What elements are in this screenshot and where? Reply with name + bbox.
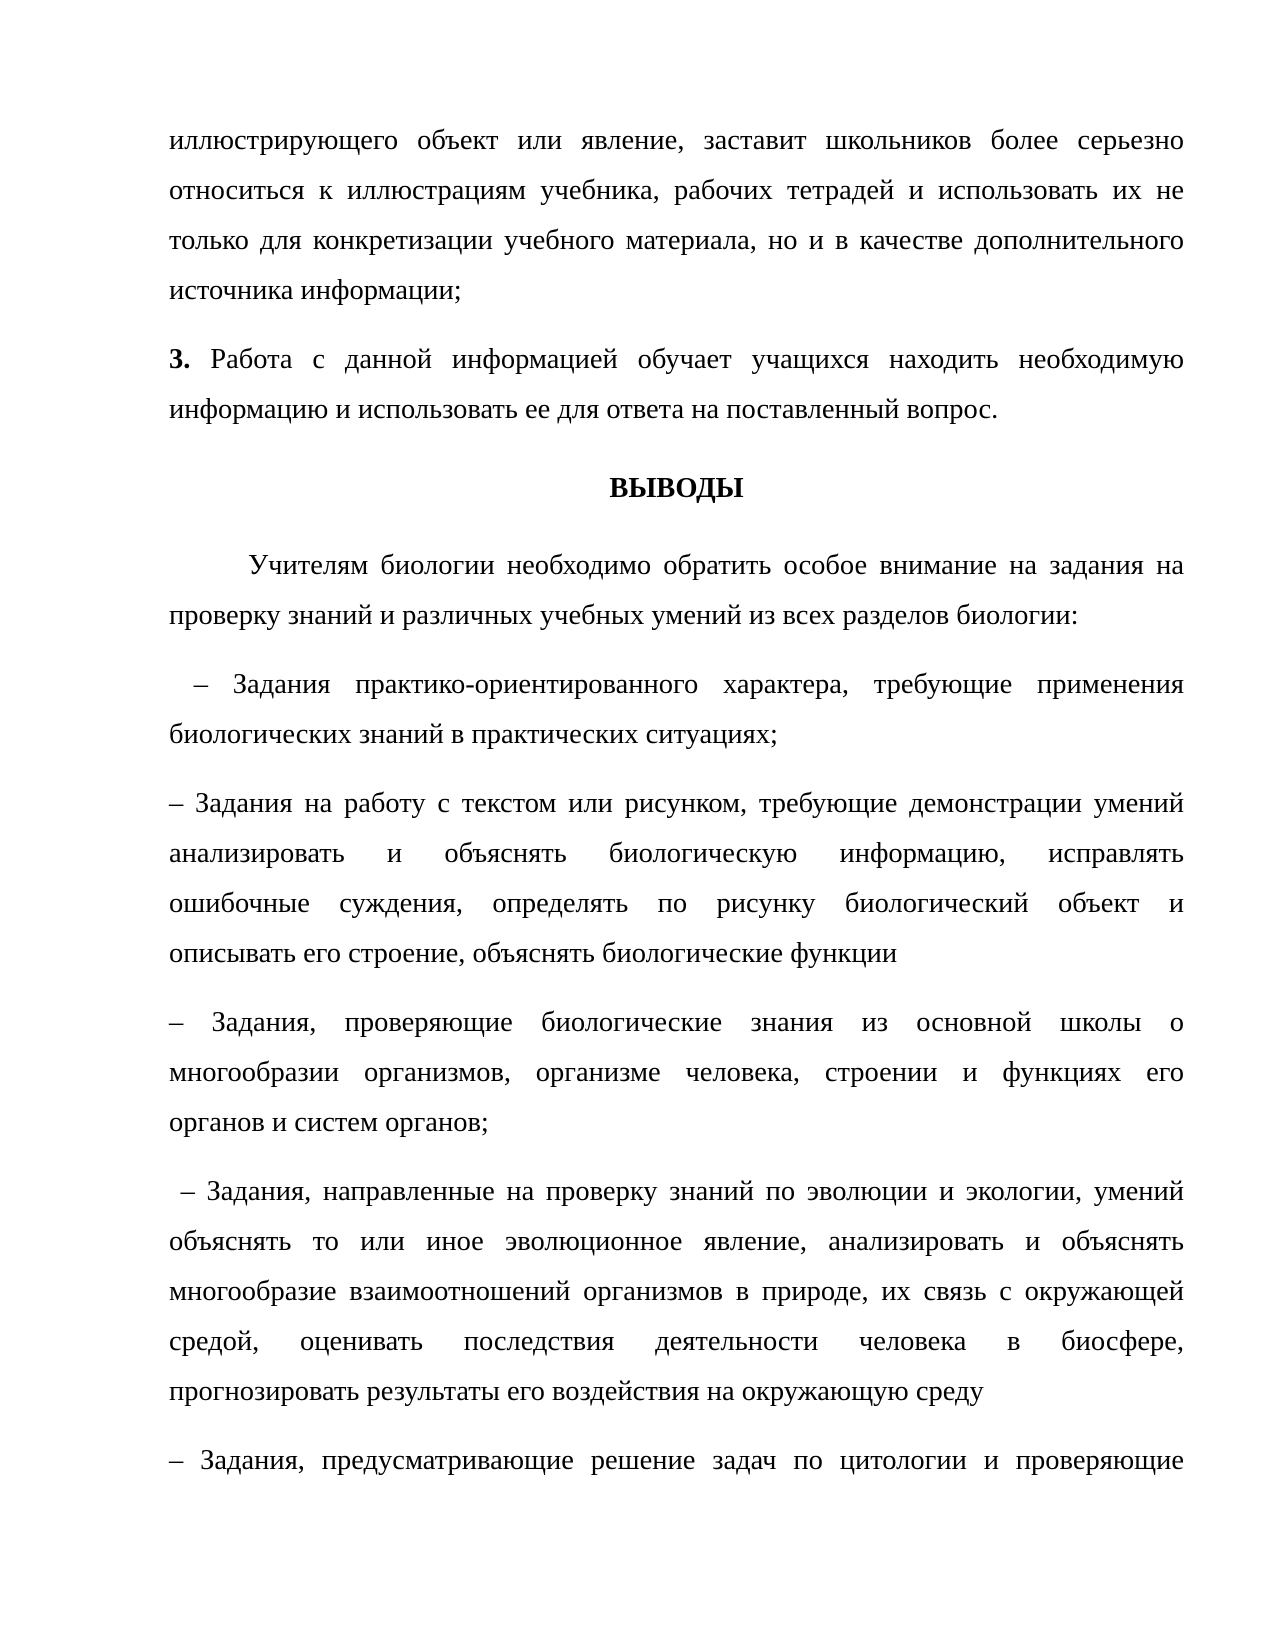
text-line: источника информации; <box>169 275 462 306</box>
text-line: анализировать и объяснять биологическую информацию, исправлять <box>169 838 1184 869</box>
text-line: – Задания, проверяющие биологические знания из основной школы о <box>169 1007 1184 1038</box>
text-line: средой, оценивать последствия деятельности человека в биосфере, <box>169 1326 1184 1357</box>
text-line: органов и систем органов; <box>169 1107 489 1138</box>
text-line: ошибочные суждения, определять по рисунку биологический объект и <box>169 888 1184 919</box>
paragraph-teachers-attention <box>169 541 1184 641</box>
text-line: биологических знаний в практических ситуациях; <box>169 719 778 750</box>
bullet-basic-school-knowledge-tasks <box>169 998 1184 1148</box>
bullet-evolution-ecology-tasks <box>169 1167 1184 1417</box>
text-line: 3. Работа с данной информацией обучает учащихся находить необходимую <box>169 344 1184 375</box>
text-line: объяснять то или иное эволюционное явление, анализировать и объяснять <box>169 1226 1184 1257</box>
text-line: относиться к иллюстрациям учебника, рабочих тетрадей и использовать их не <box>169 175 1184 206</box>
bullet-cytology-tasks <box>169 1436 1184 1486</box>
paragraph-point-3 <box>169 335 1184 435</box>
text-line: многообразии организмов, организме человека, строении и функциях его <box>169 1057 1184 1088</box>
text-line: описывать его строение, объяснять биологические функции <box>169 938 898 969</box>
text-line: проверку знаний и различных учебных умений из всех разделов биологии: <box>169 600 1079 631</box>
text-line: – Задания, предусматривающие решение задач по цитологии и проверяющие <box>169 1445 1184 1476</box>
list-number: 3. <box>169 344 191 375</box>
text-line: – Задания, направленные на проверку знаний по эволюции и экологии, умений <box>180 1176 1185 1207</box>
paragraph-illustrations-continuation <box>169 116 1184 316</box>
text-line: информацию и использовать ее для ответа на поставленный вопрос. <box>169 394 999 425</box>
bullet-text-and-picture-tasks <box>169 779 1184 979</box>
conclusions-heading <box>169 464 1184 514</box>
bullet-practice-oriented-tasks <box>169 660 1184 760</box>
text-line: Учителям биологии необходимо обратить особое внимание на задания на <box>248 550 1184 581</box>
text-line: – Задания практико-ориентированного характера, требующие применения <box>193 669 1185 700</box>
document-body <box>169 116 1184 1486</box>
text-line: прогнозировать результаты его воздействия на окружающую среду <box>169 1376 984 1407</box>
text-line: – Задания на работу с текстом или рисунком, требующие демонстрации умений <box>169 788 1184 819</box>
text-line: многообразие взаимоотношений организмов в природе, их связь с окружающей <box>169 1276 1184 1307</box>
text-line: иллюстрирующего объект или явление, заставит школьников более серьезно <box>169 125 1184 156</box>
text-line: ВЫВОДЫ <box>609 473 744 504</box>
text-line: только для конкретизации учебного материала, но и в качестве дополнительного <box>169 225 1184 256</box>
